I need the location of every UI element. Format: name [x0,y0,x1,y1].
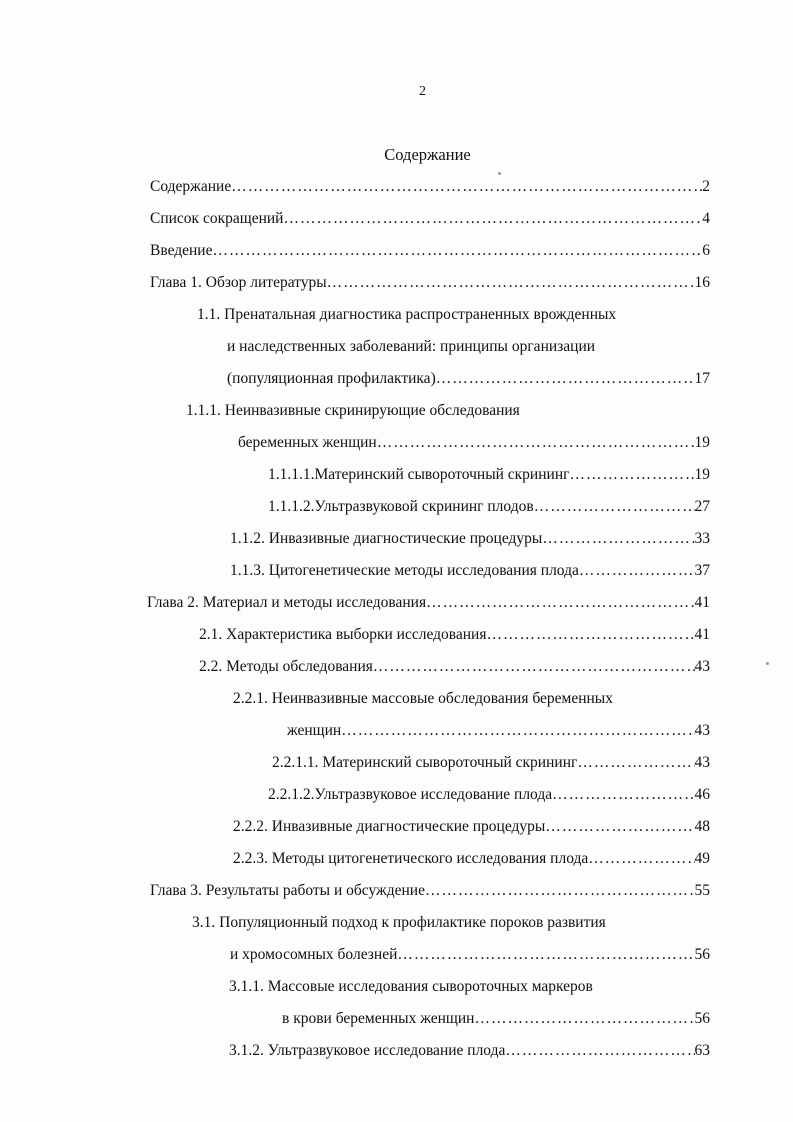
toc-entry-1-1-line-1[interactable]: 1.1. Пренатальная диагностика распространенных врожденных [197,306,617,323]
toc-entry-title: 1.1.3. Цитогенетические методы исследования плода [230,562,579,579]
toc-entry-title: 2.2.1.1. Материнский сывороточный скрининг [272,754,578,771]
toc-entry-title: 3.1.2. Ультразвуковое исследование плода [229,1042,506,1059]
toc-entry-title: женщин [287,722,342,739]
toc-entry-1-1[interactable] [227,368,710,390]
toc-entry-introduction[interactable] [150,240,710,262]
toc-entry-2-2-2[interactable] [233,816,710,838]
leader-dots [552,784,694,806]
toc-entry-2-2-1-line-1[interactable]: 2.2.1. Неинвазивные массовые обследования беременных [233,690,613,707]
scan-speck [766,662,769,665]
leader-dots [231,176,702,198]
toc-entry-page: 19 [694,466,710,483]
toc-entry-page: 56 [694,1010,710,1027]
toc-entry-title: (популяционная профилактика) [227,370,436,387]
leader-dots [486,624,694,646]
leader-dots [569,464,694,486]
toc-entry-1-1-3[interactable] [230,560,710,582]
leader-dots [436,368,695,390]
toc-entry-1-1-1[interactable] [238,432,710,454]
toc-entry-3-1-2[interactable] [229,1040,710,1062]
toc-entry-title: Глава 3. Результаты работы и обсуждение [150,882,425,899]
toc-entry-title: Глава 1. Обзор литературы [150,274,327,291]
toc-entry-abbreviations[interactable] [150,208,710,230]
toc-entry-1-1-1-1[interactable] [268,464,710,486]
toc-entry-page: 4 [702,210,710,227]
toc-entry-3-1-line-1[interactable]: 3.1. Популяционный подход к профилактике пороков развития [192,914,606,931]
leader-dots [327,272,695,294]
toc-entry-3-1-1[interactable] [282,1008,710,1030]
leader-dots [577,752,694,774]
leader-dots [426,592,694,614]
leader-dots [212,240,702,262]
leader-dots [474,1008,694,1030]
toc-entry-3-1[interactable] [230,944,710,966]
leader-dots [377,432,695,454]
toc-entry-title: 2.2.1.2.Ультразвуковое исследование плода [268,786,553,803]
toc-entry-title: беременных женщин [238,434,377,451]
toc-entry-3-1-1-line-1[interactable]: 3.1.1. Массовые исследования сывороточных маркеров [229,978,593,995]
toc-entry-title: 1.1.2. Инвазивные диагностические процедуры [230,530,543,547]
toc-entry-page: 41 [694,626,710,643]
toc-entry-page: 63 [694,1042,710,1059]
scan-speck [498,172,501,175]
toc-entry-title: 2.2. Методы обследования [199,658,373,675]
toc-entry-page: 37 [694,562,710,579]
toc-entry-page: 43 [694,754,710,771]
toc-entry-title: Введение [150,242,213,259]
toc-entry-page: 17 [694,370,710,387]
toc-entry-title: Содержание [150,178,232,195]
toc-entry-page: 43 [694,658,710,675]
toc-entry-title: 1.1.1.1.Материнский сывороточный скрининг [268,466,570,483]
toc-entry-title: 2.2.2. Инвазивные диагностические процедуры [233,818,546,835]
toc-entry-title: 2.2.3. Методы цитогенетического исследования плода [233,850,589,867]
toc-entry-title: Список сокращений [150,210,284,227]
toc-entry-page: 27 [694,498,710,515]
toc-entry-chapter-1[interactable] [150,272,710,294]
leader-dots [545,816,694,838]
toc-entry-page: 6 [702,242,710,259]
toc-entry-page: 56 [694,946,710,963]
toc-entry-2-2[interactable] [199,656,710,678]
page-number: 2 [419,84,426,99]
toc-entry-page: 46 [694,786,710,803]
toc-entry-page: 16 [694,274,710,291]
leader-dots [534,496,695,518]
leader-dots [373,656,695,678]
toc-entry-title: в крови беременных женщин [282,1010,475,1027]
leader-dots [579,560,695,582]
toc-entry-page: 43 [694,722,710,739]
toc-entry-1-1-1-2[interactable] [268,496,710,518]
toc-entry-title: 1.1.1.2.Ультразвуковой скрининг плодов [268,498,534,515]
contents-heading: Содержание [384,145,471,164]
toc-entry-chapter-3[interactable] [150,880,710,902]
toc-entry-page: 49 [694,850,710,867]
toc-entry-title: 2.1. Характеристика выборки исследования [199,626,487,643]
toc-entry-page: 19 [694,434,710,451]
leader-dots [341,720,694,742]
toc-entry-1-1-line-2[interactable]: и наследственных заболеваний: принципы организации [227,338,596,355]
leader-dots [588,848,694,870]
toc-entry-2-2-3[interactable] [233,848,710,870]
toc-entry-2-1[interactable] [199,624,710,646]
toc-entry-page: 2 [702,178,710,195]
toc-entry-page: 55 [694,882,710,899]
toc-entry-page: 48 [694,818,710,835]
toc-entry-contents[interactable] [150,176,710,198]
leader-dots [397,944,694,966]
toc-entry-2-2-1-2[interactable] [268,784,710,806]
toc-entry-2-2-1-1[interactable] [272,752,710,774]
leader-dots [425,880,695,902]
toc-entry-1-1-2[interactable] [230,528,710,550]
leader-dots [505,1040,694,1062]
leader-dots [283,208,702,230]
toc-entry-title: и хромосомных болезней [230,946,398,963]
toc-entry-1-1-1-line-1[interactable]: 1.1.1. Неинвазивные скринирующие обследования [186,402,520,419]
toc-entry-2-2-1[interactable] [287,720,710,742]
toc-entry-page: 41 [694,594,710,611]
leader-dots [542,528,694,550]
toc-entry-page: 33 [694,530,710,547]
toc-entry-chapter-2[interactable] [147,592,710,614]
toc-entry-title: Глава 2. Материал и методы исследования [147,594,427,611]
